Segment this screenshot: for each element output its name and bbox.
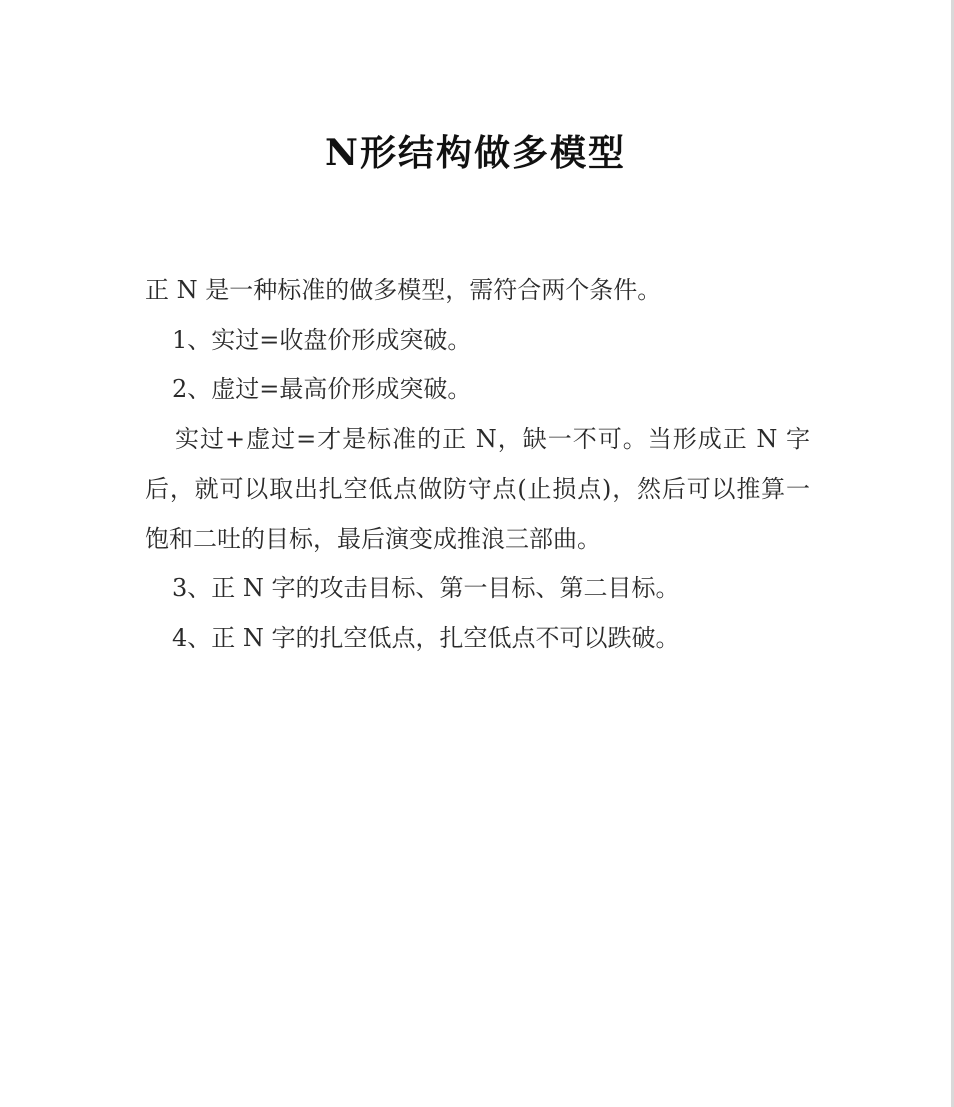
document-body — [145, 266, 810, 664]
page-title: N形结构做多模型 — [325, 132, 626, 174]
item-4: 4、正 N 字的扎空低点，扎空低点不可以跌破。 — [172, 623, 680, 652]
condition-2: 2、虚过=最高价形成突破。 — [172, 375, 472, 404]
item-3: 3、正 N 字的攻击目标、第一目标、第二目标。 — [172, 574, 680, 603]
condition-1: 1、实过=收盘价形成突破。 — [172, 325, 472, 354]
explanation-paragraph: 实过+虚过=才是标准的正 N，缺一不可。当形成正 N 字后，就可以取出扎空低点做防守点(止损点)，然后可以推算一饱和二吐的目标，最后演变成推浪三部曲。 — [145, 425, 810, 553]
intro-line: 正 N 是一种标准的做多模型，需符合两个条件。 — [145, 276, 662, 304]
